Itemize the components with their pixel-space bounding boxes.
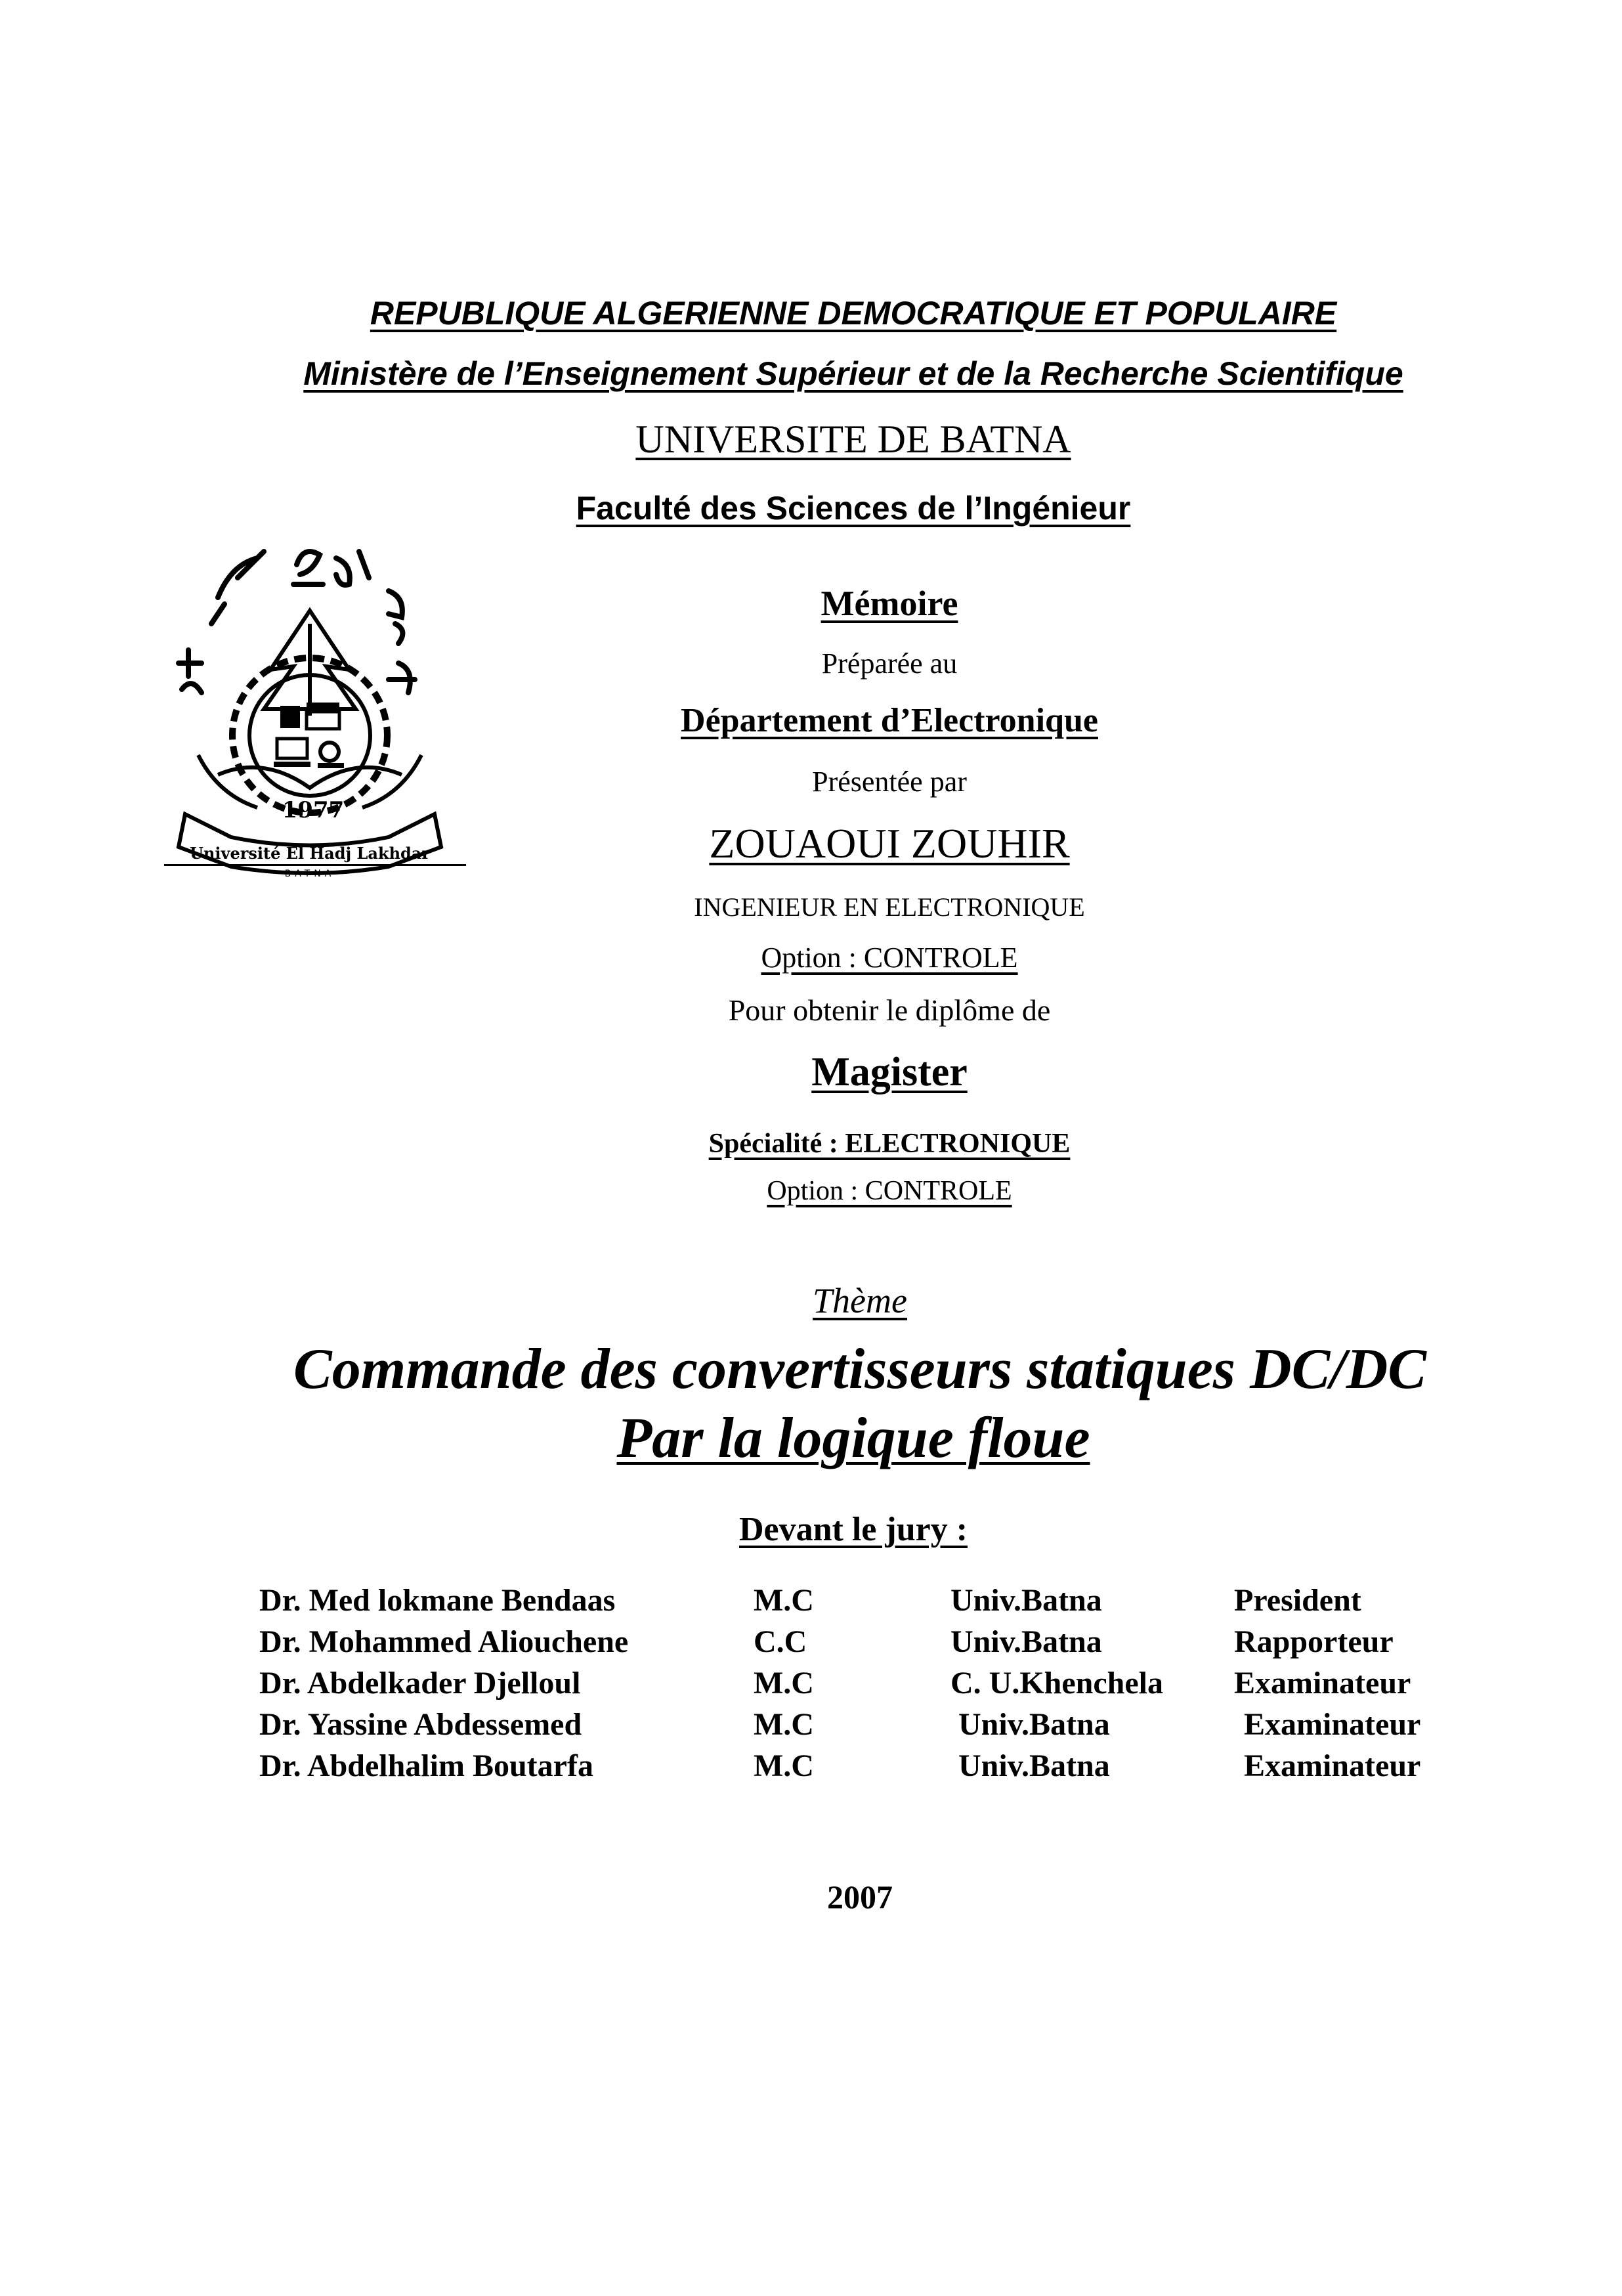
author-option: Option : CONTROLE xyxy=(761,942,1018,974)
seal-banner-text: Université El Hadj Lakhdar xyxy=(190,844,430,863)
jury-member-university: Univ.Batna xyxy=(950,1583,1102,1618)
seal-city: BATNA xyxy=(284,869,335,879)
inner-emblem xyxy=(274,703,344,768)
university-title: UNIVERSITE DE BATNA xyxy=(635,418,1071,461)
theme-title-line1: Commande des convertisseurs statiques DC/DC xyxy=(293,1337,1426,1401)
theme-title-line2: Par la logique floue xyxy=(616,1406,1090,1470)
jury-member-name: Dr. Mohammed Aliouchene xyxy=(259,1624,629,1659)
jury-member-grade: M.C xyxy=(754,1583,814,1618)
jury-member-role: Examinateur xyxy=(1244,1748,1421,1783)
calligraphy-marks xyxy=(179,552,415,693)
faculty-title: Faculté des Sciences de l’Ingénieur xyxy=(576,490,1131,527)
diploma-option: Option : CONTROLE xyxy=(767,1176,1012,1206)
jury-member-name: Dr. Med lokmane Bendaas xyxy=(259,1583,616,1618)
seal-year: 1977 xyxy=(282,797,345,823)
jury-member-grade: M.C xyxy=(754,1666,814,1700)
jury-member-grade: M.C xyxy=(754,1707,814,1742)
jury-label: Devant le jury : xyxy=(738,1511,968,1548)
jury-member-name: Dr. Abdelhalim Boutarfa xyxy=(259,1748,593,1783)
university-seal-logo xyxy=(172,538,474,880)
memoire-title: Mémoire xyxy=(821,584,958,623)
logo-underline xyxy=(164,864,466,866)
jury-member-grade: M.C xyxy=(754,1748,814,1783)
author-name: ZOUAOUI ZOUHIR xyxy=(709,820,1070,867)
year: 2007 xyxy=(827,1878,893,1915)
theme-label: Thème xyxy=(813,1281,907,1320)
jury-member-role: Rapporteur xyxy=(1234,1624,1394,1659)
preparee-label: Préparée au xyxy=(821,647,958,680)
jury-member-university: Univ.Batna xyxy=(958,1748,1110,1783)
obtenir-label: Pour obtenir le diplôme de xyxy=(728,993,1051,1027)
jury-member-role: Examinateur xyxy=(1244,1707,1421,1742)
jury-member-university: Univ.Batna xyxy=(958,1707,1110,1742)
jury-member-name: Dr. Yassine Abdessemed xyxy=(259,1707,582,1742)
department-name: Département d’Electronique xyxy=(681,702,1098,739)
jury-member-role: Examinateur xyxy=(1234,1666,1411,1700)
author-degree: INGENIEUR EN ELECTRONIQUE xyxy=(694,892,1085,922)
ministry-title: Ministère de l’Enseignement Supérieur et de la Recherche Scientifique xyxy=(303,355,1403,392)
speciality: Spécialité : ELECTRONIQUE xyxy=(708,1129,1071,1159)
presentee-label: Présentée par xyxy=(812,766,967,798)
diploma-name: Magister xyxy=(811,1050,968,1094)
jury-member-grade: C.C xyxy=(754,1624,807,1659)
jury-member-university: C. U.Khenchela xyxy=(950,1666,1163,1700)
jury-member-university: Univ.Batna xyxy=(950,1624,1102,1659)
republic-title: REPUBLIQUE ALGERIENNE DEMOCRATIQUE ET POPULAIRE xyxy=(370,295,1337,332)
jury-member-role: President xyxy=(1234,1583,1361,1618)
jury-member-name: Dr. Abdelkader Djelloul xyxy=(259,1666,581,1700)
